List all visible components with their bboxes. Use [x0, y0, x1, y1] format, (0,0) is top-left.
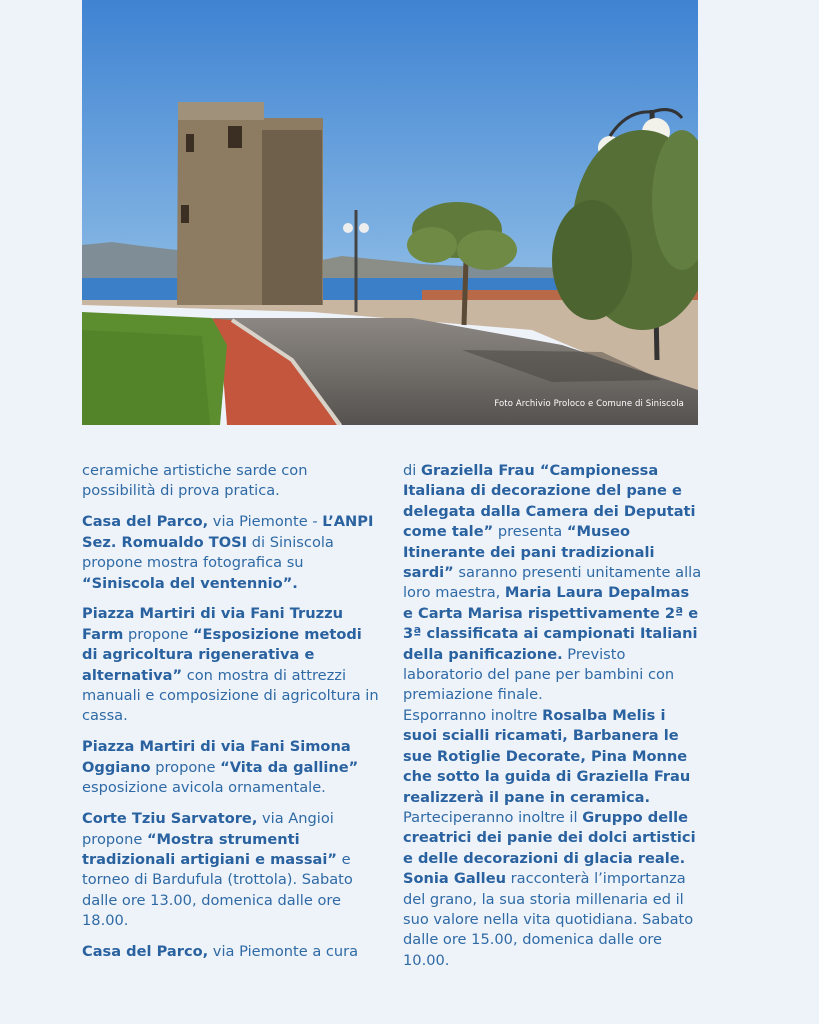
venue: Corte Tziu Sarvatore, — [82, 810, 258, 828]
exhibition-title: “Siniscola del ventennio”. — [82, 574, 298, 592]
paragraph-ceramiche — [82, 461, 382, 502]
highlight: Gruppo delle creatrici dei panie dei dolci artistici e delle decorazioni di glacia reale. Sonia Galleu — [403, 808, 696, 888]
text: e torneo di Bardufula (trottola). Sabato dalle ore 13.00, domenica dalle ore 18.00. — [82, 850, 353, 930]
text: propone — [123, 625, 193, 643]
text: propone — [150, 758, 221, 776]
text: via Piemonte - — [208, 513, 323, 531]
tower-photo-illustration — [82, 0, 698, 425]
exhibition-title: “Esposizione metodi di agricoltura rigenerativa e alternativa” — [82, 625, 362, 684]
venue: Casa del Parco, — [82, 943, 209, 961]
highlight: Graziella Frau “Campionessa Italiana di decorazione del pane e delegata dalla Camera dei Deputati come tale” — [403, 462, 696, 541]
photo-credit: Foto Archivio Proloco e Comune di Siniscola — [494, 399, 684, 409]
text: presenta — [493, 523, 567, 541]
exhibition-title: “Vita da galline” — [220, 758, 359, 776]
photo-tower-promenade — [82, 0, 698, 425]
venue: Casa del Parco, — [82, 513, 209, 531]
text: di Siniscola propone mostra fotografica su — [82, 533, 334, 572]
highlight: Rosalba Melis i suoi scialli ricamati, Barbanera le sue Rotiglie Decorate, Pina Monne che sotto la guida di Graziella Frau realizzerà il pane in ceramica. — [403, 706, 691, 806]
paragraph-truzzu-farm — [82, 604, 382, 726]
text: esposizione avicola ornamentale. — [82, 779, 326, 797]
venue: Piazza Martiri di via Fani Simona Oggiano — [82, 738, 351, 776]
text: racconterà l’importanza del grano, la sua storia millenaria ed il suo valore nella vita quotidiana. Sabato dalle ore 15.00, domenica dalle ore 10.00. — [403, 870, 694, 969]
text: via Angioi propone — [82, 810, 334, 848]
text: Esporranno inoltre — [403, 706, 543, 724]
paragraph-graziella-frau — [403, 461, 703, 706]
left-column — [82, 461, 382, 962]
text: di — [403, 462, 421, 479]
text: via Piemonte a cura — [208, 943, 359, 961]
venue: Piazza Martiri di via Fani Truzzu Farm — [82, 605, 344, 643]
text: Parteciperanno inoltre il — [403, 808, 583, 826]
paragraph-casa-del-parco-pani — [82, 942, 382, 962]
paragraph-esporranno — [403, 706, 703, 971]
paragraph-casa-del-parco-anpi — [82, 512, 382, 594]
exhibition-title: “Mostra strumenti tradizionali artigiani e massai” — [82, 830, 337, 868]
text: ceramiche artistiche sarde con possibilità di prova pratica. — [82, 462, 308, 500]
paragraph-corte-tziu-sarvatore — [82, 809, 382, 931]
highlight: Maria Laura Depalmas e Carta Marisa rispettivamente 2ª e 3ª classificata ai campionati Italiani della panificazione. — [403, 584, 699, 663]
right-column — [403, 461, 703, 971]
highlight: “Museo Itinerante dei pani tradizionali sardi” — [403, 523, 655, 582]
text: saranno presenti unitamente alla loro maestra, — [403, 564, 702, 602]
paragraph-simona-oggiano — [82, 737, 382, 798]
text: Previsto laboratorio del pane per bambini con premiazione finale. — [403, 645, 675, 704]
organizer: L’ANPI Sez. Romualdo TOSI — [82, 513, 374, 551]
text: con mostra di attrezzi manuali e composizione di agricoltura in cassa. — [82, 666, 379, 725]
